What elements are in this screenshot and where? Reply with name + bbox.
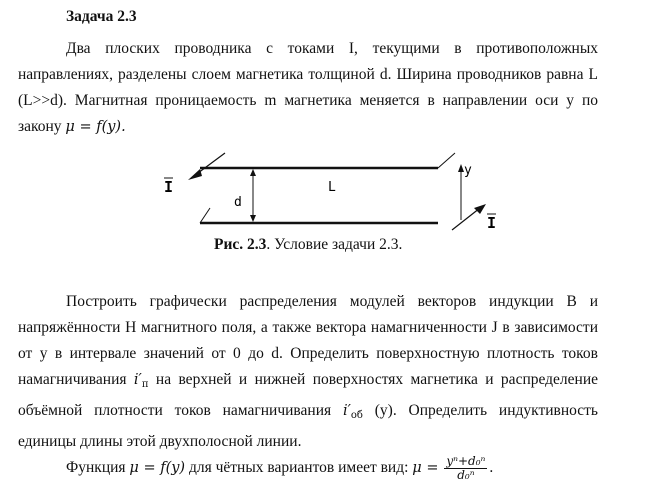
fraction-numerator: yⁿ+d₀ⁿ: [446, 454, 486, 468]
surface-current-symbol: [134, 372, 149, 388]
para2-line-4: [18, 367, 598, 398]
para1-line-1: Два плоских проводника с токами I, текущими в противоположных: [66, 40, 598, 57]
problem-paragraph-1: [18, 36, 598, 140]
footer-fraction: [444, 455, 487, 482]
y-axis-label: y: [464, 163, 472, 178]
para2-line-3: от y в интервале значений от 0 до d. Определить поверхностную плотность токов: [18, 345, 598, 362]
para1-line-4: [18, 114, 598, 140]
footer-middle: для чётных вариантов имеет вид:: [185, 459, 413, 477]
para2-line-5: [18, 398, 598, 429]
top-conductor-edge: [438, 153, 455, 168]
figure-conductors: [150, 150, 497, 240]
current-arrow-right: [452, 208, 480, 230]
volume-current-i: i′: [342, 403, 351, 419]
para2-line-5-end: (y). Определить индуктивность: [374, 402, 599, 419]
figure-caption-number: Рис. 2.3: [214, 236, 267, 253]
bottom-conductor-edge: [200, 208, 210, 223]
fraction-denominator: d₀ⁿ: [457, 468, 475, 482]
para2-line-4-end: на верхней и нижней поверхностях магнетика и распределение: [155, 371, 599, 388]
variant-formula-line: [66, 455, 493, 482]
current-arrowhead-right: [474, 204, 486, 214]
para2-line-5-start: объёмной плотности токов намагничивания: [18, 402, 332, 419]
volume-current-symbol: [343, 403, 363, 419]
problem-title: Задача 2.3: [66, 8, 137, 25]
law-formula: μ = f(y).: [65, 119, 126, 135]
figure-caption-text: . Условие задачи 2.3.: [266, 236, 403, 253]
figure-caption: [214, 236, 402, 254]
footer-formula-lhs: μ =: [412, 460, 439, 477]
para1-line-2: направлениях, разделены слоем магнетика толщиной d. Ширина проводников равна L: [18, 66, 598, 83]
para2-line-6: единицы длины этой двухполосной линии.: [18, 433, 302, 450]
para1-line-3: (L>>d). Магнитная проницаемость m магнетика меняется в направлении оси y по: [18, 92, 598, 109]
para2-line-1: Построить графически распределения модулей векторов индукции B и: [66, 293, 598, 310]
current-label-right: I: [487, 214, 497, 232]
thickness-arrowhead-up: [250, 169, 256, 176]
volume-current-subscript: об: [350, 410, 363, 421]
width-label: L: [328, 180, 336, 195]
footer-formula-function: μ = f(y): [129, 460, 186, 477]
thickness-label: d: [234, 195, 242, 210]
problem-paragraph-2: [18, 289, 598, 455]
para2-line-4-start: намагничивания: [18, 371, 127, 388]
current-label-left: I: [164, 178, 174, 196]
current-arrowhead-left: [188, 169, 202, 180]
thickness-arrowhead-down: [250, 215, 256, 222]
surface-current-subscript: п: [141, 379, 149, 390]
footer-prefix: Функция: [66, 459, 130, 477]
footer-tail: .: [489, 459, 494, 477]
para1-line-4-prefix: закону: [18, 118, 66, 135]
para2-line-2: напряжённости H магнитного поля, а также вектора намагниченности J в зависимости: [18, 319, 598, 336]
surface-current-i: i′: [133, 372, 142, 388]
